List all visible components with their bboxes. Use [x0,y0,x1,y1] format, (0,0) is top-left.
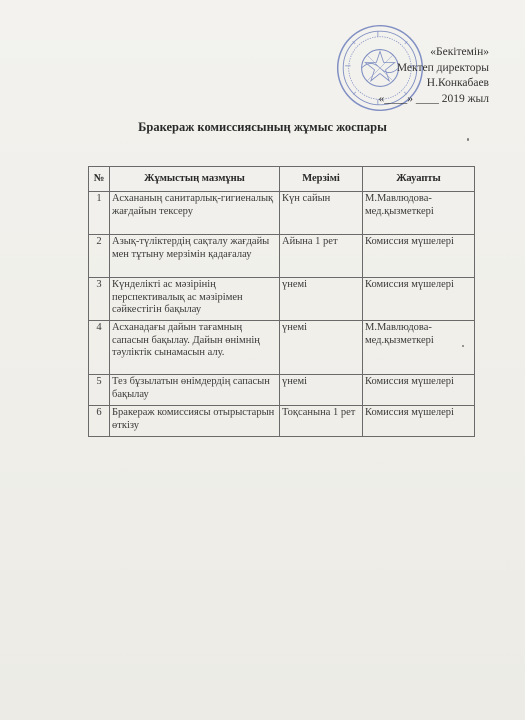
table-row [89,192,475,235]
table-row [89,235,475,278]
row-term: үнемі [280,278,363,321]
row-content: Асханадағы дайын тағамның сапасын бақылау. Дайын өнімнің тәуліктік сынамасын алу. [110,321,280,375]
row-number: 6 [89,406,110,437]
row-responsible: М.Мавлюдова-мед.қызметкері [363,321,475,375]
row-term: Тоқсанына 1 рет [280,406,363,437]
approval-line-4: «____» ____ 2019 жыл [378,92,489,105]
row-term: үнемі [280,375,363,406]
row-number: 1 [89,192,110,235]
table-row [89,375,475,406]
table-header-row [89,167,475,192]
row-responsible: Комиссия мүшелері [363,375,475,406]
approval-block [378,45,489,107]
row-number: 2 [89,235,110,278]
row-content: Тез бұзылатын өнімдердің сапасын бақылау [110,375,280,406]
approval-line-3: Н.Конкабаев [426,77,489,89]
header-number: № [89,167,110,192]
row-responsible: М.Мавлюдова-мед.қызметкері [363,192,475,235]
row-term: үнемі [280,321,363,375]
approval-line-2: Мектеп директоры [396,61,489,74]
row-number: 3 [89,278,110,321]
work-plan-table [88,166,475,437]
row-number: 4 [89,321,110,375]
row-term: Күн сайын [280,192,363,235]
row-number: 5 [89,375,110,406]
table-row [89,278,475,321]
header-responsible: Жауапты [363,167,475,192]
row-content: Күнделікті ас мәзірінің перспективалық ас мәзірімен сәйкестігін бақылау [110,278,280,321]
row-responsible: Комиссия мүшелері [363,278,475,321]
row-responsible: Комиссия мүшелері [363,235,475,278]
row-term: Айына 1 рет [280,235,363,278]
row-content: Асхананың санитарлық-гигиеналық жағдайын тексеру [110,192,280,235]
paper-speck [467,138,469,141]
approval-line-1: «Бекітемін» [430,46,489,58]
table-row [89,406,475,437]
header-content: Жұмыстың мазмұны [110,167,280,192]
row-content: Азық-түліктердің сақталу жағдайы мен тұтыну мерзімін қадағалау [110,235,280,278]
header-term: Мерзімі [280,167,363,192]
document-title: Бракераж комиссиясының жұмыс жоспары [138,120,387,134]
paper-speck [462,345,464,347]
table-row [89,321,475,375]
row-content: Бракераж комиссиясы отырыстарын өткізу [110,406,280,437]
row-responsible: Комиссия мүшелері [363,406,475,437]
